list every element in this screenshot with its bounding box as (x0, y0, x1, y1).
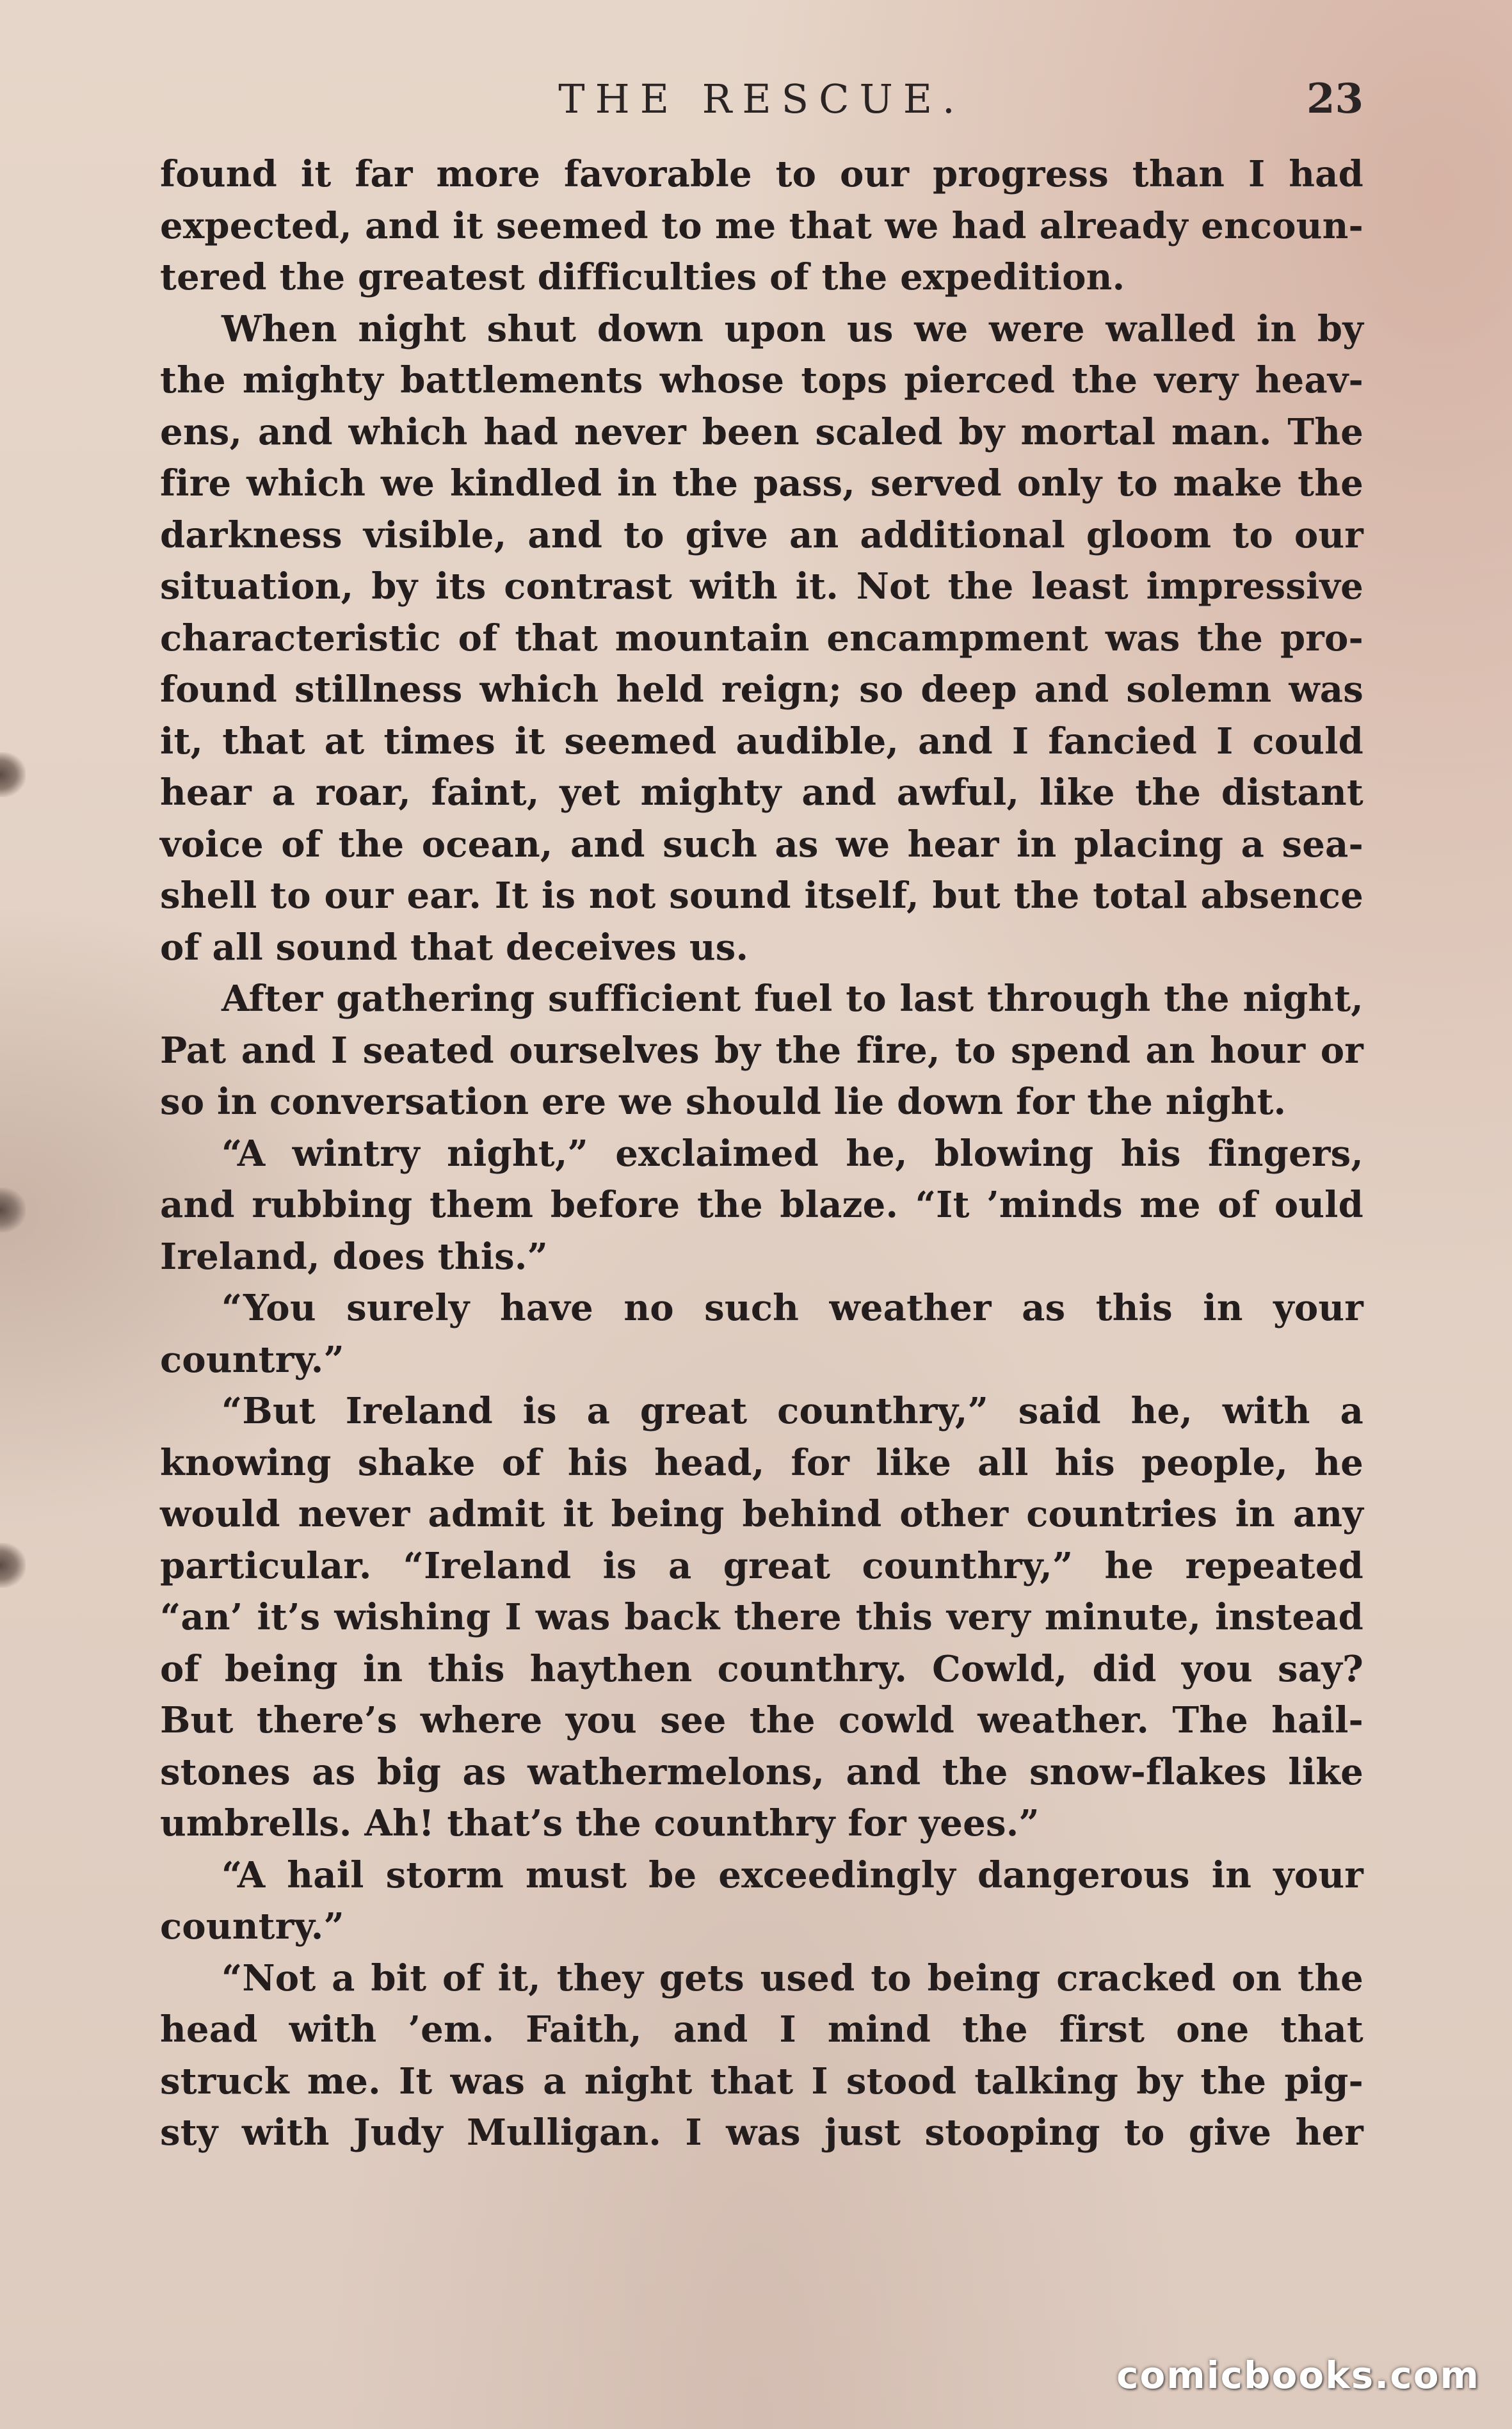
body-text (160, 149, 1363, 2159)
text-line: so in conversation ere we should lie down for the night. (160, 1081, 1287, 1123)
text-line: “A wintry night,” exclaimed he, blowing his fingers, (221, 1132, 1363, 1175)
text-line: shell to our ear. It is not sound itself, but the total absence (160, 875, 1363, 917)
text-line: of being in this haythen counthry. Cowld, did you say? (160, 1647, 1363, 1690)
text-line: country.” (160, 1338, 344, 1381)
text-line: voice of the ocean, and such as we hear in placing a sea- (160, 823, 1363, 866)
binding-hole (0, 752, 26, 797)
text-line: and rubbing them before the blaze. “It ’minds me of ould (160, 1184, 1363, 1226)
text-line: stones as big as wathermelons, and the snow-flakes like (160, 1750, 1363, 1793)
text-line: found stillness which held reign; so deep and solemn was (160, 668, 1363, 711)
text-line: “an’ it’s wishing I was back there this very minute, instead (160, 1596, 1363, 1638)
text-line: characteristic of that mountain encampment was the pro- (160, 617, 1363, 659)
text-line: “A hail storm must be exceedingly dangerous in your (221, 1853, 1363, 1896)
running-title: THE RESCUE. (558, 76, 965, 122)
text-line: After gathering sufficient fuel to last through the night, (221, 978, 1363, 1020)
page-number: 23 (1306, 75, 1363, 123)
text-line: Pat and I seated ourselves by the fire, to spend an hour or (160, 1029, 1363, 1072)
text-line: knowing shake of his head, for like all his people, he (160, 1441, 1363, 1484)
text-line: When night shut down upon us we were walled in by (221, 307, 1363, 350)
text-line: country.” (160, 1905, 344, 1948)
binding-hole (0, 1543, 26, 1588)
text-line: expected, and it seemed to me that we had already encoun- (160, 204, 1363, 247)
text-line: “But Ireland is a great counthry,” said he, with a (221, 1390, 1363, 1432)
text-line: would never admit it being behind other countries in any (160, 1493, 1363, 1535)
text-line: sty with Judy Mulligan. I was just stooping to give her (160, 2111, 1363, 2154)
text-line: Ireland, does this.” (160, 1235, 548, 1278)
text-line: But there’s where you see the cowld weather. The hail- (160, 1699, 1363, 1741)
text-line: struck me. It was a night that I stood talking by the pig- (160, 2060, 1363, 2102)
text-line: umbrells. Ah! that’s the counthry for yees.” (160, 1802, 1040, 1844)
running-head (160, 67, 1363, 138)
watermark-text: comicbooks.com (1116, 2353, 1480, 2397)
text-line: situation, by its contrast with it. Not the least impressive (160, 565, 1363, 608)
text-line: head with ’em. Faith, and I mind the first one that (160, 2008, 1363, 2051)
text-line: “Not a bit of it, they gets used to being cracked on the (221, 1957, 1363, 1999)
binding-hole (0, 1188, 26, 1232)
text-line: darkness visible, and to give an additional gloom to our (160, 513, 1363, 556)
text-line: of all sound that deceives us. (160, 926, 749, 969)
text-line: the mighty battlements whose tops pierced the very heav- (160, 359, 1363, 401)
text-line: hear a roar, faint, yet mighty and awful, like the distant (160, 771, 1363, 814)
text-line: it, that at times it seemed audible, and I fancied I could (160, 720, 1363, 763)
text-line: found it far more favorable to our progress than I had (160, 153, 1363, 195)
text-line: particular. “Ireland is a great counthry,” he repeated (160, 1544, 1363, 1587)
text-line: fire which we kindled in the pass, served only to make the (160, 462, 1363, 504)
text-line: “You surely have no such weather as this in your (221, 1287, 1363, 1329)
text-line: tered the greatest difficulties of the expedition. (160, 256, 1125, 298)
text-line: ens, and which had never been scaled by mortal man. The (160, 410, 1363, 453)
